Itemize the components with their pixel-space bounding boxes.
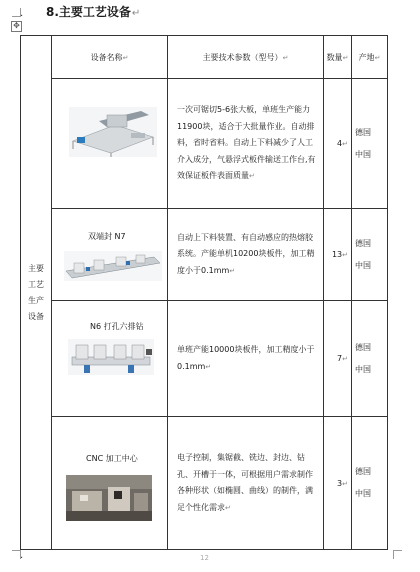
- equipment-qty-cell: 7↵: [324, 301, 352, 417]
- table-row: [21, 79, 388, 209]
- equipment-name: 双端封 N7: [88, 232, 126, 241]
- equipment-origin-cell: [352, 209, 388, 301]
- origin-line: 德国: [355, 342, 371, 352]
- section-heading-text: 8.主要工艺设备: [46, 5, 131, 19]
- category-line: 设备: [28, 311, 44, 321]
- origin-line: 德国: [355, 467, 371, 476]
- table-row: [21, 209, 388, 301]
- origin-line: 德国: [355, 127, 371, 137]
- section-heading: [46, 3, 140, 20]
- equipment-table: [20, 35, 388, 550]
- table-move-handle-icon[interactable]: ✥: [11, 21, 22, 32]
- equipment-name-cell: [52, 417, 168, 550]
- equipment-qty: 13: [331, 250, 343, 259]
- category-line: 生产: [28, 295, 44, 305]
- paragraph-dot: .: [20, 8, 24, 19]
- equipment-spec: 电子控制，集锯截、铣边、封边、钻孔、开槽于一体，可根据用户需求制作各种形状（如椭圆、曲线）的制件，满足个性化需求: [177, 453, 313, 512]
- header-qty: 数量↵: [324, 36, 352, 79]
- equipment-name: N6 打孔六排钻: [90, 322, 144, 331]
- equipment-qty: 4: [337, 139, 343, 148]
- category-line: 工艺: [28, 279, 44, 289]
- equipment-origin-cell: [352, 79, 388, 209]
- header-origin: 产地↵: [352, 36, 388, 79]
- equipment-qty-cell: 3↵: [324, 417, 352, 550]
- equipment-spec: 单班产能10000块板件，加工精度小于0.1mm: [177, 345, 315, 371]
- equipment-name: CNC 加工中心: [86, 454, 138, 463]
- category-line: 主要: [28, 263, 44, 273]
- equipment-qty-cell: 13↵: [324, 209, 352, 301]
- header-name: 设备名称↵: [52, 36, 168, 79]
- cnc-center-image: [66, 475, 152, 521]
- table-header-row: [21, 36, 388, 79]
- equipment-spec: 自动上下料装置、有自动感应的热熔胶系统。产能单机10200块板件，加工精度小于0.1mm: [177, 232, 315, 275]
- edge-bander-image: [64, 251, 162, 281]
- origin-line: 中国: [355, 489, 371, 498]
- origin-line: 中国: [355, 149, 371, 159]
- equipment-spec-cell: 一次可锯切5-6张大板，单班生产能力11900块，适合于大批量作业。自动排料，省时省料。自动上下料减少了人工介入成分，气悬浮式板件输送工作台,有效保证板件表面质量↵: [168, 79, 324, 209]
- equipment-name-cell: [52, 79, 168, 209]
- equipment-spec-cell: 自动上下料装置、有自动感应的热熔胶系统。产能单机10200块板件，加工精度小于0.1mm↵: [168, 209, 324, 301]
- category-cell: [21, 36, 52, 550]
- equipment-name-cell: [52, 301, 168, 417]
- equipment-name-cell: [52, 209, 168, 301]
- origin-line: 中国: [355, 364, 371, 374]
- drilling-machine-image: [68, 339, 154, 375]
- equipment-qty-cell: 4↵: [324, 79, 352, 209]
- origin-line: 中国: [355, 260, 371, 270]
- equipment-spec-cell: 单班产能10000块板件，加工精度小于0.1mm↵: [168, 301, 324, 417]
- equipment-spec: 一次可锯切5-6张大板，单班生产能力11900块，适合于大批量作业。自动排料，省时省料。自动上下料减少了人工介入成分，气悬浮式板件输送工作台,有效保证板件表面质量: [177, 105, 316, 181]
- origin-line: 德国: [355, 238, 371, 248]
- panel-saw-image: [69, 107, 157, 157]
- equipment-origin-cell: [352, 301, 388, 417]
- page-number: 12: [200, 554, 209, 562]
- paragraph-mark-icon: ↵: [131, 8, 141, 19]
- equipment-qty: 7: [337, 354, 343, 363]
- equipment-origin-cell: [352, 417, 388, 550]
- paragraph-dot-bottom: .: [20, 550, 24, 561]
- margin-corner-bottom-right: [393, 550, 402, 559]
- equipment-spec-cell: 电子控制，集锯截、铣边、封边、钻孔、开槽于一体，可根据用户需求制作各种形状（如椭圆、曲线）的制件，满足个性化需求↵: [168, 417, 324, 550]
- table-row: [21, 301, 388, 417]
- table-row: [21, 417, 388, 550]
- header-spec: 主要技术参数（型号）↵: [168, 36, 324, 79]
- equipment-qty: 3: [337, 478, 343, 488]
